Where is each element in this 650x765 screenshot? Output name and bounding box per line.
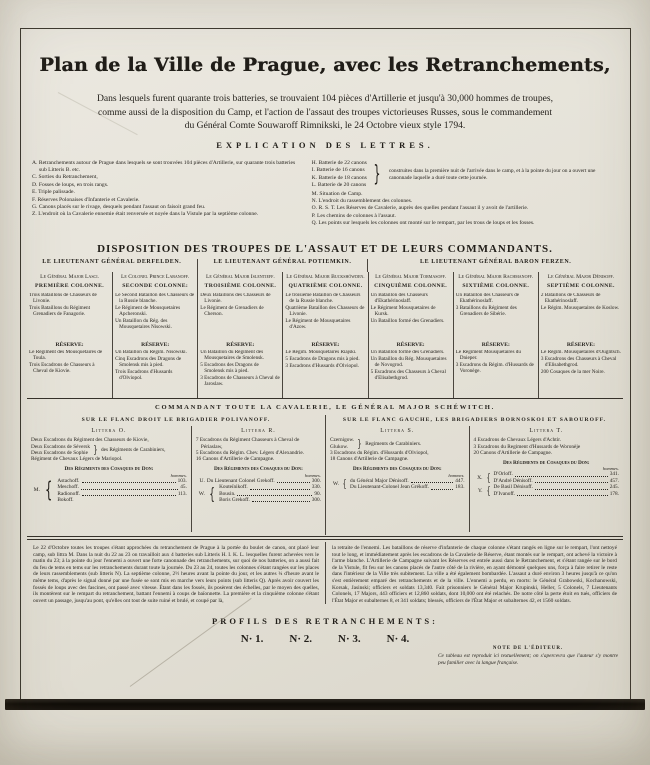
cossack-group-w — [196, 484, 321, 503]
troop-entry: Le Régiment de Mousquetaires Apcheronski. — [115, 304, 181, 317]
explication-item: F. Réserves Polonaises d'Infanterie et Cavalerie. — [32, 196, 140, 203]
battery-lines — [312, 160, 367, 190]
left-flank-heading: SUR LE FLANC GAUCHE, LES BRIGADIERS BORNOSKOI ET SABOUROFF. — [342, 417, 607, 423]
group-letter: Y. — [477, 487, 483, 494]
hommes-label: hommes. — [304, 472, 321, 478]
cossack-row: D'André Dénisoff. 457. — [493, 477, 619, 484]
column-commander: Le Général Major Tormasoff. — [375, 274, 447, 280]
explication-heading: EXPLICATION DES LETTRES. — [216, 140, 434, 150]
table-column-3 — [197, 272, 282, 398]
column-reserve — [198, 350, 282, 398]
troop-entry: Trois Bataillons du Régiment Grenadiers de Fanagorie. — [29, 304, 91, 317]
reserve-label: RÉSERVE: — [566, 342, 595, 348]
group-letter: W. — [198, 490, 205, 497]
troop-entry: Le troisième Bataillon de Chasseurs de la Russie blanche. — [285, 293, 361, 304]
unit-entry: 4 Escadrons de Chevaux Légers d'Achtir. — [473, 437, 561, 444]
group-header-ferzen: LE LIEUTENANT GÉNÉRAL BARON FERZEN. — [367, 259, 623, 272]
cossack-row: D'Ivanoff. 178. — [493, 490, 619, 497]
braced-units — [31, 444, 187, 457]
explication-right-column — [312, 160, 618, 228]
explication-item: G. Canons placés sur le rivage, desquels pendant l'assaut on faisoit grand feu. — [32, 203, 206, 210]
explication-item: O. R. S. T. Les Réserves de Cavalerie, auprès des quelles pendant l'assaut il y avoit de l'artillerie. — [311, 205, 529, 212]
reserve-label: RÉSERVE: — [226, 342, 255, 348]
cavalry-command-line: COMMANDANT TOUTE LA CAVALERIE, LE GÉNÉRAL MAJOR SCHÉWITCH. — [155, 404, 495, 411]
braced-unit-lines — [330, 437, 354, 450]
reserve-label: RÉSERVE: — [141, 342, 170, 348]
troop-entry: Le Régiment de Grenadiers de Cherson. — [200, 304, 264, 317]
cossack-rows — [494, 471, 619, 484]
column-commander: Le Général Major Rachmanoff. — [458, 274, 534, 280]
table-column-4 — [282, 272, 367, 398]
disposition-heading: DISPOSITION DES TROUPES DE L'ASSAUT ET DE LEURS COMMANDANTS. — [97, 243, 553, 255]
cossack-header: Des Régiments des Cosaques du Don: — [214, 466, 303, 473]
troop-entry: Trois Bataillons de Chasseurs de Livonie. — [29, 293, 97, 304]
troop-entry: Quatrième Bataillon des Chasseurs de Livonie. — [285, 304, 365, 317]
reserve-entry: 3 Escadrons des Chasseurs à Cheval d'Elisabethgrod. — [540, 355, 617, 368]
unit-entry: Deux Escadrons de Sophie — [31, 449, 88, 456]
explication-section — [32, 160, 618, 228]
group-header-derfelden: LE LIEUTENANT GÉNÉRAL DERFELDEN. — [42, 259, 182, 265]
cossack-row: Boris Grekoff. 300. — [219, 497, 321, 503]
reserve-entry: 5 Escadrons des Dragons de Smolensk mis à pied. — [200, 361, 259, 374]
explication-item: P. Les chemins de colonnes à l'assaut. — [311, 212, 396, 219]
cossack-row: Du Lieutenant-Colonel Jean Grékoff. 183. — [350, 484, 465, 491]
column-title: SECONDE COLONNE: — [122, 283, 189, 289]
editor-note — [438, 646, 618, 666]
unit-entry: 3 Escadrons du Regiment d'Hussards de Woronèje — [473, 443, 581, 450]
unit-entry: 16 Canons d'Artillerie de Campagne. — [195, 456, 275, 463]
brace-glyph: } — [373, 161, 381, 187]
troop-entry: 3 Bataillons du Régiment des Grenadiers de Sibérie. — [455, 304, 517, 317]
braced-units-label: des Régiments de Carabiniers, — [101, 446, 166, 453]
unit-entry: Deux Escadrons de Séversk — [31, 443, 90, 450]
reserve-label: RÉSERVE: — [396, 342, 425, 348]
battery-line: I. Batterie de 16 canons — [311, 167, 365, 174]
braced-units-label: Regiments de Carabiniers. — [365, 440, 422, 447]
column-reserve — [27, 350, 112, 398]
column-reserve — [113, 350, 197, 398]
column-troops — [454, 293, 538, 340]
troop-entry: Le Régim. Mousquetaires de Koslow. — [540, 304, 620, 311]
battery-line: H. Batterie de 22 canons — [311, 160, 367, 166]
cossack-row: Astachoff. 103. — [57, 477, 187, 484]
profils-heading: PROFILS DES RETRANCHEMENTS: — [212, 616, 438, 626]
column-title: PREMIÈRE COLONNE. — [35, 283, 105, 289]
hommes-label: hommes. — [602, 466, 619, 472]
littera-t-title: Littera T. — [529, 428, 564, 434]
hommes-label: hommes. — [448, 472, 465, 478]
battery-brace-row — [312, 160, 618, 190]
narrative-right-column: la retraite de l'ennemi. Les bataillons de réserve d'infanterie de chaque colonne s'étant rangés en ligne sur le rempart, l'ont nettoyé tout le long, et immédiatement après les escadrons de la Cavalerie de Réserve, étant montés sur le rempart, ont achevé la victoire à l'arme blanche. L'Artillerie de Campagne suivant les Réserves est entrée aussi dans le Retranchement, et s'étant rangée sur le bord de la Vistule, fit feu sur les canons placés de l'autre côté de la rivière, en ayant démonté quelques uns, força à faire retirer le reste dans l'intérieur de la Ville très subitement. La ville a été également bombardée. L'assaut a duré environ 3 heures jusqu'à ce qu'on s'est entièrement emparé des retranchements et de la ville. L'ennemi a perdu, en morts: le Général Grabowski, Kochanowski, Korsak, Jasinski; officiers et soldats 13,340. Fait prisonniers le Général Major Krupinski, Heller, 5 Colonels, 7 Lieutenants Colonels, 17 Majors, 443 officiers et 12,860 soldats, dont 10,000 ont été relachés. De notre côté la perte étoit en tués, officiers de l'État Major et subalternes 8, et 341 soldats; blessés, officiers de l'État Major et subalternes 42, et 1560 soldats. — [325, 542, 623, 604]
littera-r-units — [196, 437, 321, 462]
group-header-potiemkin: LE LIEUTENANT GÉNÉRAL POTIEMKIN. — [197, 259, 368, 272]
littera-o-column — [27, 426, 191, 532]
column-commander: Le Général Major Buckshöwden. — [286, 274, 365, 280]
troop-entry: Un Bataillon des Chasseurs de Ekathérinoslaff. — [455, 293, 520, 304]
table-columns-row — [27, 272, 623, 398]
column-title: TROISIÈME COLONNE. — [204, 283, 277, 289]
column-commander: Le Colonel Prince Labanoff. — [121, 274, 190, 280]
troop-entry: Le Régiment de Mousquetaires d'Azow. — [285, 317, 351, 330]
column-troops — [283, 293, 367, 340]
unit-entry: 5 Escadrons du Régim. Chev. Légers d'Alexandrie. — [195, 449, 305, 456]
explication-item: N. L'endroit du rassemblement des colonnes. — [311, 198, 413, 205]
cossack-row: Kouteïnikoff. 330. — [219, 484, 321, 491]
column-reserve — [539, 350, 623, 398]
cossack-rows — [57, 478, 187, 504]
cossack-group-y — [474, 484, 619, 497]
troop-entry: Un Bataillon formé des Grenadiers. — [370, 317, 445, 324]
explication-right-rest — [312, 191, 618, 228]
troop-entry: Un Bataillon du Rég. des Mousquetaires Nisowski. — [115, 317, 172, 330]
bottom-border-bar — [5, 699, 645, 710]
column-reserve — [454, 350, 538, 398]
profil-number: N· 1. — [240, 633, 264, 645]
group-letter: U. — [199, 477, 205, 484]
narrative-section — [27, 542, 623, 604]
troop-entry: Le Second Bataillon des Chasseurs de la Russie blanche. — [115, 293, 195, 304]
troop-table — [27, 259, 623, 399]
littera-r-column — [191, 426, 325, 532]
profil-number: N· 3. — [338, 633, 361, 645]
cossack-row: Bokoff. — [57, 497, 74, 503]
brace-glyph: { — [209, 483, 215, 503]
table-group-header-row — [27, 259, 623, 272]
troop-entry: Deux Bataillons des Chasseurs de Livonie. — [200, 293, 271, 304]
reserve-entry: 3 Escadrons d'Hussards d'Olviopol. — [285, 362, 360, 369]
littera-s-title: Littera S. — [380, 428, 415, 434]
subtitle — [22, 92, 628, 133]
littera-o-title: Littera O. — [91, 428, 127, 434]
reserve-label: RÉSERVE: — [311, 342, 340, 348]
page-title: Plan de la Ville de Prague, avec les Retranchements, — [39, 54, 611, 76]
profil-number: N· 4. — [386, 633, 410, 645]
subtitle-line: du Général Comte Souwaroff Rimnikski, le 24 Octobre vieux style 1794. — [184, 120, 466, 131]
braced-units — [330, 437, 465, 450]
right-flank-heading: SUR LE FLANC DROIT LE BRIGADIER POLIVANOFF. — [81, 417, 271, 423]
brace-glyph: } — [357, 437, 362, 451]
unit-entry: Deux Escadrons du Régiment des Chasseurs de Kiovie, — [31, 437, 149, 444]
cossack-block-r — [196, 466, 321, 503]
littera-o-units-after — [31, 456, 187, 462]
reserve-entry: 5 Escadrons des Chasseurs à Cheval d'Elisabethgrod. — [370, 368, 446, 381]
reserve-entry: Le Régiment Mousquetaires du Dnieper. — [455, 350, 521, 361]
column-reserve — [283, 350, 367, 398]
cossack-row: Meschoff. 45. — [57, 484, 187, 491]
table-column-5 — [368, 272, 453, 398]
cossack-row: Du Lieutenant Colonel Grekoff. 300. — [206, 477, 321, 484]
reserve-label: RÉSERVE: — [55, 342, 84, 348]
column-reserve — [369, 350, 453, 398]
reserve-entry: Cinq Escadrons des Dragons de Smolensk mis à pied. — [115, 355, 182, 368]
cossack-row: du Général Major Dénisoff. 447. — [350, 477, 465, 484]
littera-s-column — [326, 426, 469, 532]
cossack-header: Des Régiments des Cosaques du Don: — [352, 466, 442, 473]
column-troops — [113, 293, 197, 340]
troop-entry: Le Régiment Mousquetaires de Kursk. — [370, 304, 436, 317]
brace-glyph: { — [342, 477, 347, 491]
braced-unit-lines — [31, 444, 90, 457]
unit-entry: 7 Escadrons du Régiment Chasseurs à Cheval de Périaslaw, — [195, 437, 300, 450]
double-rule — [27, 536, 623, 540]
cossack-row: De Basil Dénisoff. 245. — [493, 484, 619, 491]
column-commander: Le Général Major Dénisoff. — [547, 274, 615, 280]
cossack-row: Radionoff. 113. — [57, 490, 187, 497]
unit-entry: Régiment de Chevaux Légers de Mariopol. — [31, 456, 123, 463]
group-letter: M. — [33, 487, 40, 494]
left-flank-block — [325, 415, 623, 535]
right-flank-block — [27, 415, 325, 535]
unit-entry: Glukow. — [330, 443, 349, 450]
cossack-row: D'Orloff. 341. — [493, 471, 619, 478]
group-letter: X. — [477, 474, 483, 481]
littera-t-units — [474, 437, 619, 456]
reserve-entry: Un Bataillon du Régiment des Mousquetaires de Smolensk. — [200, 350, 265, 361]
flanks-section — [27, 415, 623, 535]
reserve-entry: Le Régim. Mousquetaires Riajski. — [285, 350, 357, 355]
profil-number: N· 2. — [289, 633, 312, 645]
table-column-2 — [112, 272, 197, 398]
unit-entry: 18 Canons d'Artillerie de Campagne. — [330, 456, 409, 463]
column-commander: Le Général Major Islentieff. — [205, 274, 275, 280]
cossack-rows — [350, 478, 465, 491]
reserve-entry: Un Bataillon du Régim. Nisowski. — [115, 350, 187, 355]
table-column-6 — [453, 272, 538, 398]
brace-glyph: { — [486, 470, 490, 484]
cossack-header: Des Régiments des Cosaques du Don: — [64, 466, 154, 473]
narrative-left-column: Le 22 d'Octobre toutes les troupes s'étant approchées du retranchement de Prague à la portée du boulet de canon, ont placé leur camp, sub littra M. Dans la nuit du 22 au 23 on travailloit aux 4 batteries sub Litteris H. I. K. L. lesquelles furent achevées vers le matin du 23; à la pointe du jour l'ennemi a ouvert une forte canonnade des retranchements, sur quoi de nos batteries, on a aussi fait du feu de tems en tems sur les retranchements durant toute la journée. Du 23 au 24, toutes les colonnes s'étant rangées sur les places de leurs rassemblements (sub litteris N). La septième colonne, 2½ heures avant la pointe du jour, et les autres ¼ d'heure avant le même tems, d'après le signal donné par une fusée se sont mis en marche vers leurs points (sub litteris Q). Après avoir couvert les fossés de loups avec des fascines, ont passé avec vitesse. Étant dans les fossés, ils posèrent des échelles, par le moyen des quelles, ils montèrent sur le rempart du retranchement, battant l'ennemi à coups de baïonnette. La première et la cinquième colonne s'étant ouvert un passage, jusqu'au pont, qu'elles ont tout de suite ruiné et brulé, et coupé par là, — [33, 545, 319, 604]
unit-entry: 20 Canons d'Artillerie de Campagne. — [473, 449, 553, 456]
column-title: SEPTIÈME COLONNE. — [547, 283, 615, 289]
table-column-7 — [538, 272, 623, 398]
littera-row — [27, 426, 325, 532]
unit-entry: Czernigow. — [330, 437, 355, 444]
troop-entry: 2 Bataillons de Chasseurs de Ekathérinoslaff. — [540, 293, 601, 304]
reserve-entry: 3 Escadrons de Chasseurs à Cheval de Jaroslaw. — [200, 374, 280, 387]
littera-row — [326, 426, 623, 532]
subtitle-line: Dans lesquels furent quarante trois batteries, se trouvaient 104 pièces d'Artillerie et jusqu'à 30,000 hommes de troupes, — [96, 93, 554, 104]
reserve-entry: Un Bataillon du Rég. Mousquetaires de Novogrod. — [370, 355, 447, 368]
littera-s-units-after — [330, 450, 465, 463]
battery-note: construites dans la première nuit de l'arrivée dans le camp, et à la pointe du jour on a ouvert une canonnade laquelle a duré toute cette journée. — [388, 168, 596, 181]
reserve-entry: Trois Escadrons d'Hussards d'Olviopol. — [115, 368, 173, 381]
cossack-rows — [494, 484, 619, 497]
column-troops — [539, 293, 623, 340]
reserve-label: RÉSERVE: — [481, 342, 510, 348]
cossack-group-m — [31, 478, 187, 504]
explication-item: C. Sorties du Retranchement, — [32, 174, 98, 181]
column-troops — [198, 293, 282, 340]
troop-entry: Un Bataillon des Chasseurs d'Ekathérinoslaff. — [370, 293, 428, 304]
explication-item: Z. L'endroit où la Cavalerie ennemie était renversée et noyée dans la Vistule par la septième colonne. — [32, 211, 259, 218]
group-letter: W. — [332, 481, 339, 488]
explication-left-column — [32, 160, 312, 228]
cossack-header: Des Régiments de Cosaques du Don: — [502, 460, 590, 467]
battery-line: K. Batterie de 18 canons — [311, 174, 367, 181]
hommes-label: hommes. — [170, 472, 187, 478]
cossack-group-x — [474, 471, 619, 484]
reserve-entry: Le Régim. Mousquetaires d'Ouglitsch. — [540, 350, 621, 355]
column-troops — [27, 293, 112, 340]
subtitle-line: comme aussi de la disposition du Camp, et l'action de l'assaut des troupes victorieuses Russes, sous le commandement — [97, 106, 553, 118]
brace-glyph: { — [45, 478, 53, 503]
reserve-entry: Le Régiment des Mousquetaires de Toula. — [29, 350, 103, 361]
profils-numbers — [30, 633, 620, 645]
brace-glyph: { — [486, 483, 490, 497]
battery-line: L. Batterie de 20 canons — [311, 182, 367, 189]
littera-t-column — [469, 426, 623, 532]
cossack-rows — [219, 484, 321, 503]
reserve-entry: Un Bataillon formé des Grenadiers. — [370, 350, 445, 355]
reserve-entry: Trois Escadrons de Chasseurs à Cheval de Kiovie. — [29, 361, 95, 374]
cossack-row: Bousin. 90. — [219, 490, 321, 497]
editor-note-heading: NOTE DE L'ÉDITEUR. — [492, 646, 564, 651]
cossack-block-s — [330, 466, 465, 490]
table-column-1 — [27, 272, 112, 398]
reserve-entry: 3 Escadrons du Régim. d'Hussards de Voronège. — [455, 361, 534, 374]
cossack-block-o — [31, 466, 187, 503]
explication-item: M. Situation de Camp. — [311, 190, 363, 197]
cossack-group-w2 — [330, 478, 465, 491]
reserve-entry: 200 Cosaques de la mer Noire. — [540, 368, 605, 375]
unit-entry: 3 Escadrons du Régim. d'Hussards d'Olviopol, — [330, 449, 429, 456]
explication-item: A. Retranchements autour de Prague dans lesquels se sont trouvées 104 pièces d'Artillerie, sur quarante trois batteries sub Litteris B. etc. — [32, 160, 296, 173]
brace-glyph: } — [93, 443, 98, 457]
cossack-block-t — [474, 460, 619, 497]
reserve-entry: 5 Escadrons de Dragons mis à pied. — [285, 355, 360, 362]
column-title: SIXTIÈME COLONNE. — [462, 283, 530, 289]
editor-note-body: Ce tableau est reproduit ici textuellement; on s'apercevra que l'auteur s'y montre peu familier avec la langue française. — [438, 653, 618, 666]
column-title: QUATRIÈME COLONNE. — [288, 283, 363, 289]
explication-item: E. Triple palissade. — [32, 189, 75, 196]
column-commander: Le Général Major Lasci. — [40, 274, 99, 280]
explication-item: Q. Les points sur lesquels les colonnes ont monté sur le rempart, par les trous de loups et les fosses. — [311, 220, 535, 227]
column-troops — [369, 293, 453, 340]
column-title: CINQUIÈME COLONNE. — [374, 283, 448, 289]
explication-item: D. Fosses de loups, en trois rangs. — [32, 181, 109, 188]
littera-r-title: Littera R. — [241, 428, 276, 434]
